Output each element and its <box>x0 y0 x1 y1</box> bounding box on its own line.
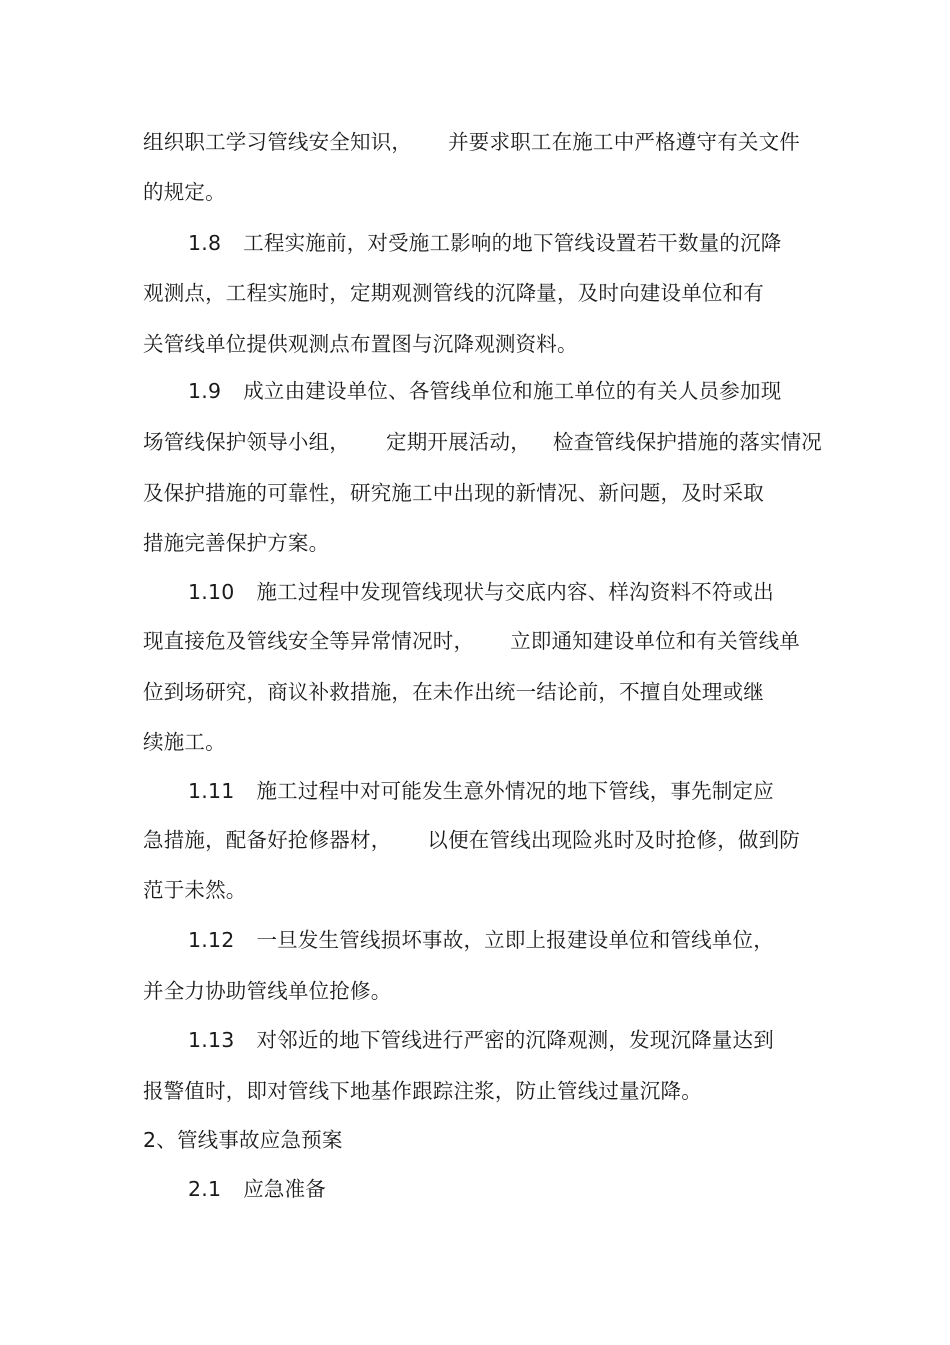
section-number: 2.1 <box>188 1177 222 1201</box>
section-number: 1.8 <box>188 231 222 255</box>
section-1-11: 1.11 施工过程中对可能发生意外情况的地下管线，事先制定应 <box>188 779 774 803</box>
text-line: 措施完善保护方案。 <box>143 531 330 555</box>
section-1-12: 1.12 一旦发生管线损坏事故，立即上报建设单位和管线单位， <box>188 928 774 952</box>
section-1-9: 1.9 成立由建设单位、各管线单位和施工单位的有关人员参加现 <box>188 379 782 403</box>
section-number: 1.12 <box>188 928 235 952</box>
text-line: 报警值时，即对管线下地基作跟踪注浆，防止管线过量沉降。 <box>143 1079 702 1103</box>
section-number: 1.11 <box>188 779 235 803</box>
text-line: 及保护措施的可靠性，研究施工中出现的新情况、新问题，及时采取 <box>143 481 764 505</box>
text-line: 场管线保护领导小组， 定期开展活动， 检查管线保护措施的落实情况 <box>143 430 823 454</box>
text-line: 现直接危及管线安全等异常情况时， 立即通知建设单位和有关管线单 <box>143 629 801 653</box>
section-1-13: 1.13 对邻近的地下管线进行严密的沉降观测，发现沉降量达到 <box>188 1028 774 1052</box>
text-line: 急措施，配备好抢修器材， 以便在管线出现险兆时及时抢修，做到防 <box>143 828 801 852</box>
section-number: 1.9 <box>188 379 222 403</box>
subsection-heading-2-1: 2.1 应急准备 <box>188 1177 327 1201</box>
text-line: 组织职工学习管线安全知识， 并要求职工在施工中严格遵守有关文件 <box>143 130 801 154</box>
text-line: 关管线单位提供观测点布置图与沉降观测资料。 <box>143 332 578 356</box>
text-line: 观测点，工程实施时，定期观测管线的沉降量，及时向建设单位和有 <box>143 281 764 305</box>
section-number: 1.10 <box>188 580 235 604</box>
text-line: 范于未然。 <box>143 878 247 902</box>
section-number: 1.13 <box>188 1028 235 1052</box>
text-line: 的规定。 <box>143 180 226 204</box>
text-line: 并全力协助管线单位抢修。 <box>143 979 392 1003</box>
text-line: 位到场研究，商议补救措施，在未作出统一结论前，不擅自处理或继 <box>143 680 764 704</box>
section-1-8: 1.8 工程实施前，对受施工影响的地下管线设置若干数量的沉降 <box>188 231 782 255</box>
text-line: 续施工。 <box>143 730 226 754</box>
section-1-10: 1.10 施工过程中发现管线现状与交底内容、样沟资料不符或出 <box>188 580 774 604</box>
section-heading-2: 2、管线事故应急预案 <box>143 1128 343 1152</box>
